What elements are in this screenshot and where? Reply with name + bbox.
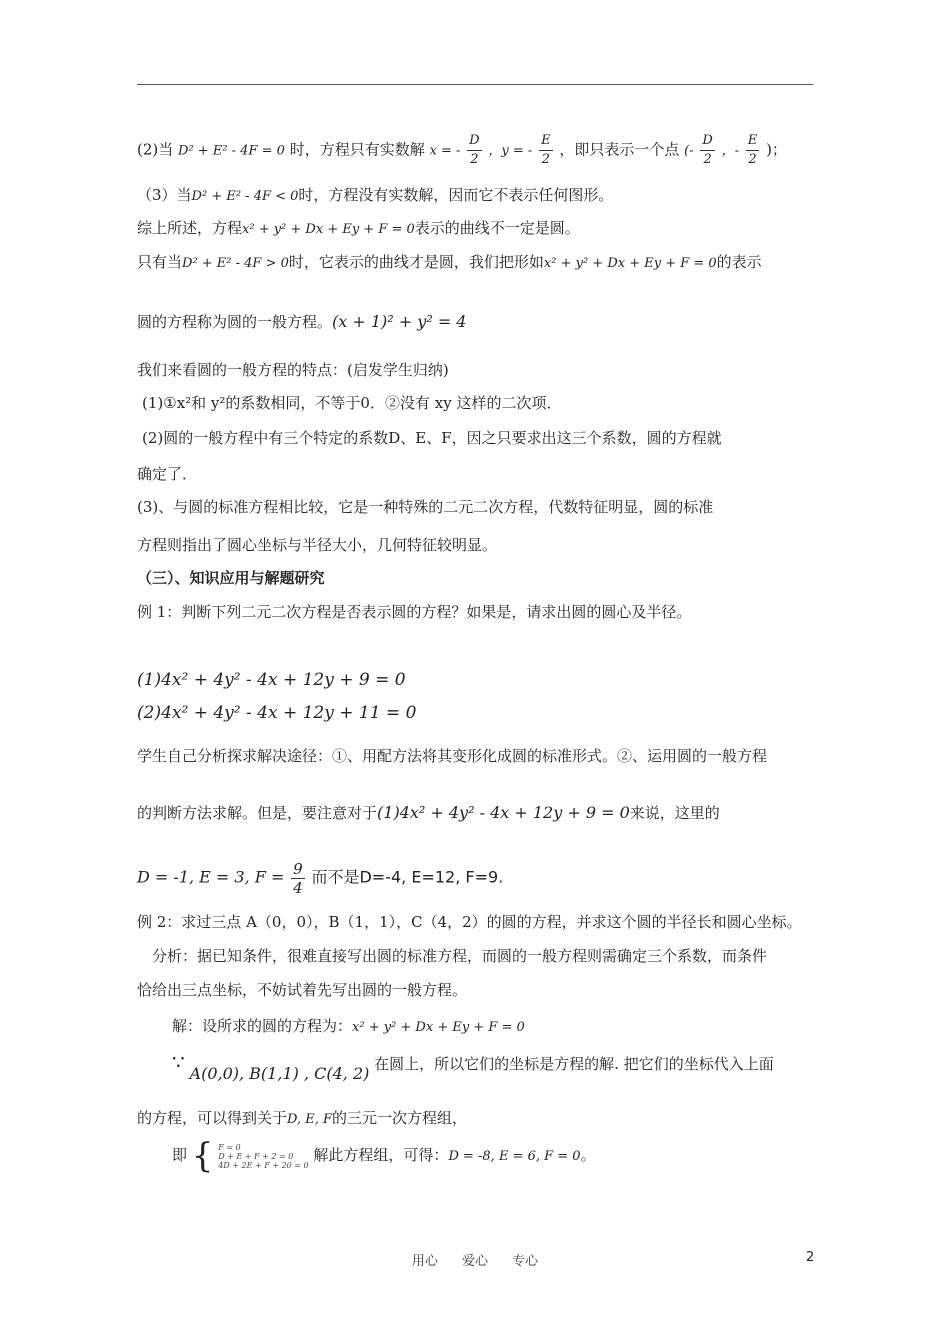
text-line-15: 的判断方法求解。但是，要注意对于(1)4x² + 4y² - 4x + 12y + 9 = 0来说，这里的: [137, 803, 720, 822]
text: 时，方程只有实数解: [289, 140, 425, 159]
fraction: $\frac{9}{4}$: [293, 860, 303, 897]
text-line-4: 只有当D² + E² - 4F > 0时，它表示的曲线才是圆，我们把形如x² + y² + Dx + Ey + F = 0的表示: [137, 253, 762, 271]
footer-text: 用心 爱心 专心: [411, 1254, 539, 1269]
text-line-8: (2)圆的一般方程中有三个特定的系数D、E、F，因之只要求出这三个系数，圆的方程就: [142, 429, 722, 447]
text-line-16: D = -1, E = 3, F = $\frac{9}{4}$ 而不是D=-4, E=12, F=9.: [137, 860, 504, 897]
text: )；: [766, 140, 787, 159]
page-number: 2: [806, 1250, 815, 1265]
text-line-5: 圆的方程称为圆的一般方程。(x + 1)² + y² = 4: [137, 312, 467, 331]
fraction: $\frac{E}{2}$: [541, 133, 551, 167]
text-line-11: 方程则指出了圆心坐标与半径大小，几何特征较明显。: [137, 536, 498, 554]
text-line-3: 综上所述，方程x² + y² + Dx + Ey + F = 0表示的曲线不一定是圆。: [137, 219, 580, 237]
text: (2)当: [137, 140, 174, 159]
fraction: $\frac{E}{2}$: [747, 133, 758, 167]
text-line-23: 即 { F = 0 D + E + F + 2 = 0 4D + 2E + F + 20 = 0 解此方程组，可得：D = -8, E = 6, F = 0。: [172, 1136, 596, 1176]
text: ，-: [721, 143, 740, 159]
section-heading: （三）、知识应用与解题研究: [137, 569, 325, 587]
equation: x = -: [429, 143, 461, 159]
equation: D² + E² - 4F = 0: [178, 143, 285, 159]
equation: ，y = -: [488, 143, 533, 159]
fraction: $\frac{D}{2}$: [702, 133, 713, 167]
text-line-6: 我们来看圆的一般方程的特点：(启发学生归纳): [137, 361, 449, 379]
text-line-19: 恰给出三点坐标，不妨试着先写出圆的一般方程。: [137, 981, 468, 999]
text-line-22: 的方程，可以得到关于D, E, F的三元一次方程组，: [137, 1109, 468, 1127]
brace-icon: {: [191, 1136, 214, 1176]
text-line-18: 分析：据已知条件，很难直接写出圆的标准方程，而圆的一般方程则需确定三个系数，而条件: [152, 947, 768, 965]
text: (-: [684, 143, 694, 159]
text-line-9: 确定了．: [137, 465, 198, 483]
text-line-14: 学生自己分析探求解决途径：①、用配方法将其变形化成圆的标准形式。②、运用圆的一般方程: [137, 747, 768, 765]
equation-1: (1)4x² + 4y² - 4x + 12y + 9 = 0: [137, 670, 406, 690]
example-1: 例 1：判断下列二元二次方程是否表示圆的方程？如果是，请求出圆的圆心及半径。: [137, 603, 692, 621]
text-line-1: [137, 132, 787, 169]
text-line-7: (1)①x²和 y²的系数相同，不等于0．②没有 xy 这样的二次项．: [142, 394, 562, 412]
fraction: $\frac{D}{2}$: [469, 133, 480, 167]
equation-2: (2)4x² + 4y² - 4x + 12y + 11 = 0: [137, 703, 417, 723]
example-2: 例 2：求过三点 A（0，0），B（1，1），C（4，2）的圆的方程，并求这个圆的半径长和圆心坐标。: [137, 913, 802, 931]
text-line-20: 解：设所求的圆的方程为：x² + y² + Dx + Ey + F = 0: [172, 1017, 525, 1035]
text-line-21: ∵ A(0,0), B(1,1) , C(4, 2) 在圆上，所以它们的坐标是方程的解. 把它们的坐标代入上面: [172, 1050, 774, 1083]
text: ，即只表示一个点: [559, 140, 680, 159]
equation-system: F = 0 D + E + F + 2 = 0 4D + 2E + F + 20 = 0: [218, 1142, 309, 1170]
header-rule: [137, 84, 813, 85]
text-line-10: (3)、与圆的标准方程相比较，它是一种特殊的二元二次方程，代数特征明显，圆的标准: [137, 498, 714, 516]
text-line-2: （3）当D² + E² - 4F < 0时，方程没有实数解，因而它不表示任何图形。: [137, 186, 614, 204]
